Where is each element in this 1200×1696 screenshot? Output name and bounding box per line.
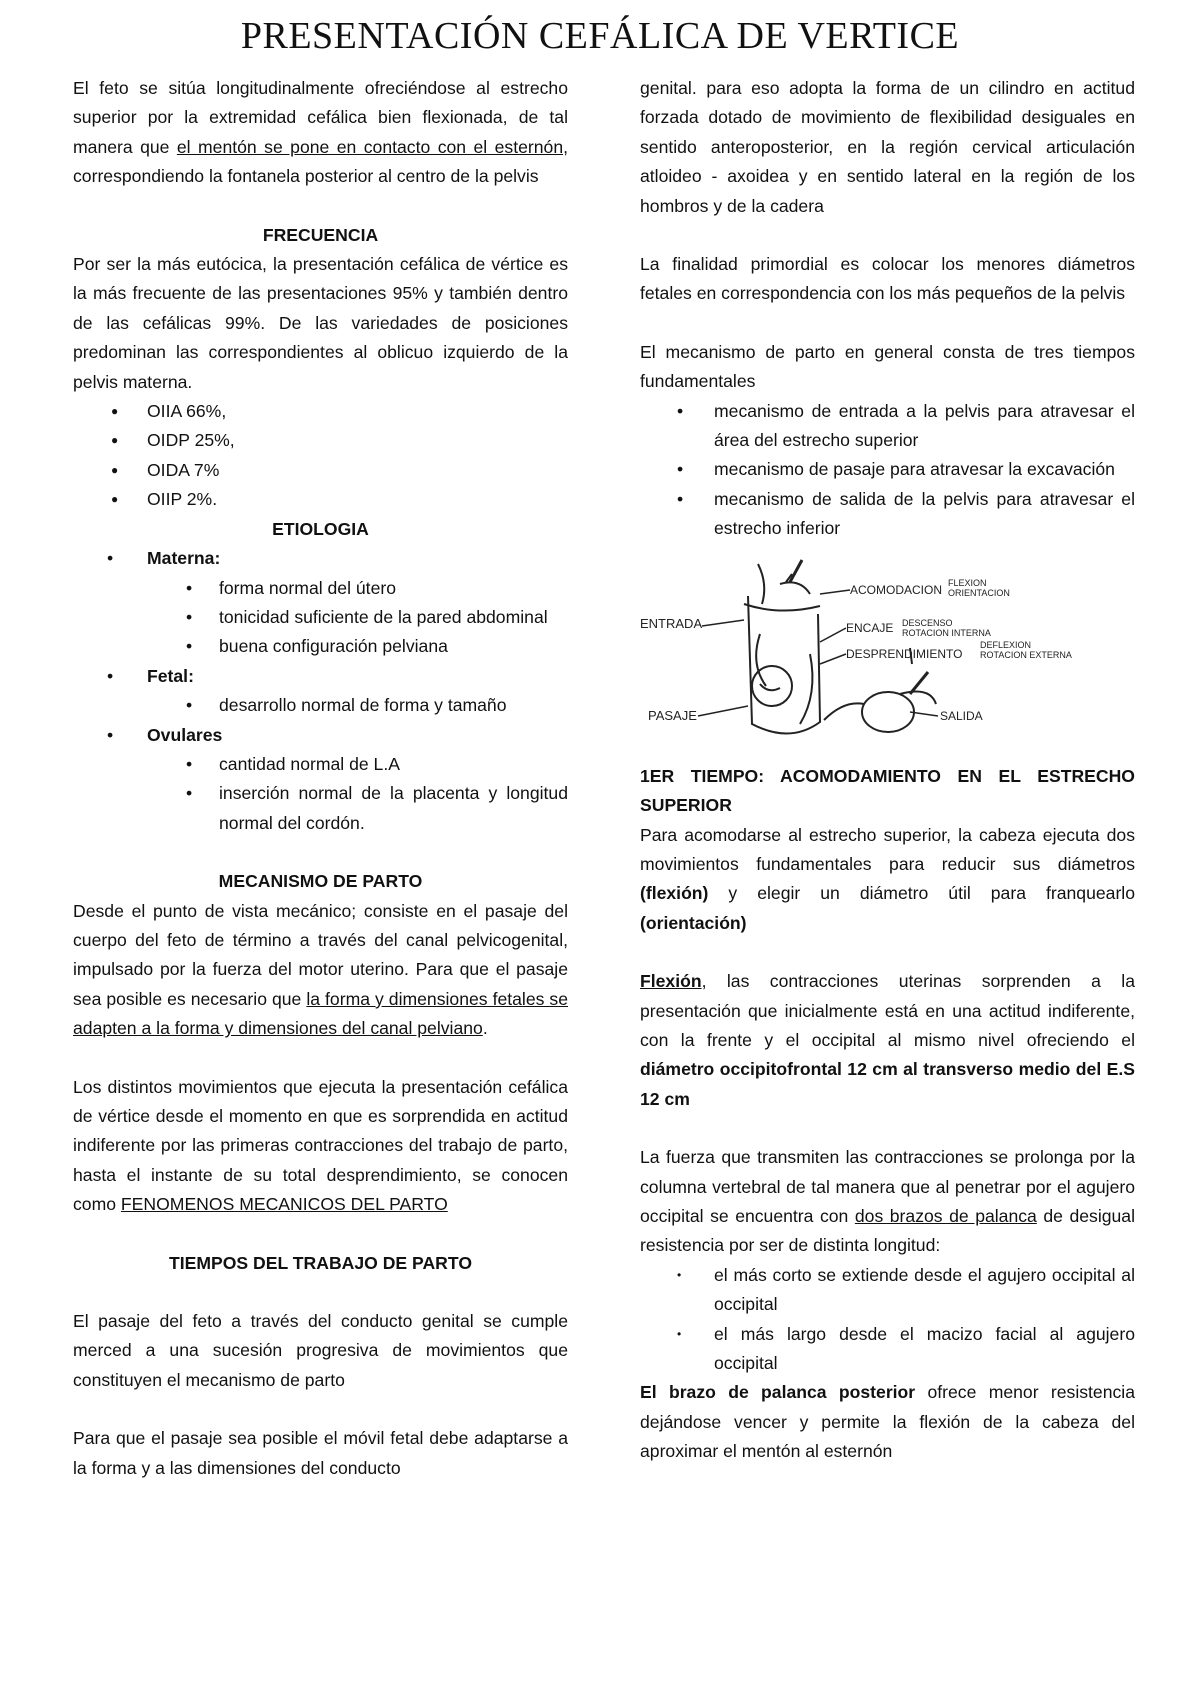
fetal-list (73, 691, 568, 720)
list-item: • cantidad normal de L.A (73, 750, 568, 779)
list-item: • el más largo desde el macizo facial al agujero occipital (640, 1320, 1135, 1379)
label-rotacion-externa: ROTACION EXTERNA (980, 649, 1072, 660)
etiologia-heading: ETIOLOGIA (272, 518, 369, 539)
birth-mechanism-diagram (640, 554, 1140, 754)
list-item: • el más corto se extiende desde el agujero occipital al occipital (640, 1261, 1135, 1320)
list-item: ● OIDA 7% (73, 456, 568, 485)
label-pasaje: PASAJE (648, 707, 697, 723)
birth-mechanism-illustration (640, 554, 1140, 754)
frecuencia-heading: FRECUENCIA (262, 224, 379, 245)
etiologia-materna: • Materna: (73, 544, 568, 573)
tiempos-list (640, 397, 1135, 544)
list-item: • mecanismo de pasaje para atravesar la excavación (640, 455, 1135, 484)
brazo-paragraph: El brazo de palanca posterior ofrece menor resistencia dejándose vencer y permite la flexión de la cabeza del aproximar el mentón al esternón (640, 1382, 1135, 1462)
tres-tiempos-paragraph: El mecanismo de parto en general consta de tres tiempos fundamentales (640, 341, 1135, 392)
label-acomodacion: ACOMODACION (850, 582, 943, 597)
tiempos-paragraph-1: El pasaje del feto a través del conducto genital se cumple merced a una sucesión progresiva de movimientos que constituyen el mecanismo de parto (73, 1311, 568, 1390)
materna-list (73, 574, 568, 662)
left-column (73, 74, 568, 1483)
ovulares-list (73, 750, 568, 838)
primer-tiempo-heading: 1ER TIEMPO: ACOMODAMIENTO EN EL ESTRECHO SUPERIOR (640, 765, 1135, 816)
flexion-paragraph: Flexión, las contracciones uterinas sorprenden a la presentación que inicialmente está en una actitud indiferente, con la frente y el occipital al mismo nivel ofreciendo el diámetro occipitofrontal 12 cm al transverso medio del E.S 12 cm (640, 971, 1135, 1109)
list-item: • mecanismo de salida de la pelvis para atravesar el estrecho inferior (640, 485, 1135, 544)
list-item: • desarrollo normal de forma y tamaño (73, 691, 568, 720)
intro-paragraph: El feto se sitúa longitudinalmente ofreciéndose al estrecho superior por la extremidad cefálica bien flexionada, de tal manera que el mentón se pone en contacto con el esternón, correspondiendo la fontanela posterior al centro de la pelvis (73, 78, 568, 187)
list-item: ● OIDP 25%, (73, 426, 568, 455)
list-item: • forma normal del útero (73, 574, 568, 603)
list-item: ● OIIA 66%, (73, 397, 568, 426)
etiologia-list (73, 544, 568, 573)
fuerza-paragraph: La fuerza que transmiten las contracciones se prolonga por la columna vertebral de tal manera que al penetrar por el agujero occipital se encuentra con dos brazos de palanca de desigual resistencia por ser de distinta longitud: (640, 1147, 1135, 1256)
primer-tiempo-paragraph: Para acomodarse al estrecho superior, la cabeza ejecuta dos movimientos fundamentales para reducir sus diámetros (flexión) y elegir un diámetro útil para franquearlo (orientación) (640, 824, 1135, 933)
palanca-list (640, 1261, 1135, 1379)
page-title: PRESENTACIÓN CEFÁLICA DE VERTICE (240, 15, 960, 57)
label-descenso: DESCENSO (902, 617, 953, 628)
label-desprendimiento: DESPRENDIMIENTO (846, 646, 963, 661)
label-flexion: FLEXION (948, 577, 987, 588)
frecuencia-list (73, 397, 568, 515)
label-deflexion: DEFLEXION (980, 639, 1032, 650)
list-item: • buena configuración pelviana (73, 632, 568, 661)
list-item: • tonicidad suficiente de la pared abdominal (73, 603, 568, 632)
label-orientacion: ORIENTACION (948, 587, 1010, 598)
frecuencia-paragraph: Por ser la más eutócica, la presentación cefálica de vértice es la más frecuente de las presentaciones 95% y también dentro de las cefálicas 99%. De las variedades de posiciones predominan las correspondientes al oblicuo izquierdo de la pelvis materna. (73, 254, 568, 392)
tiempos-heading: TIEMPOS DEL TRABAJO DE PARTO (168, 1252, 473, 1273)
list-item: • mecanismo de entrada a la pelvis para atravesar el área del estrecho superior (640, 397, 1135, 456)
etiologia-ovulares: • Ovulares (73, 721, 568, 750)
list-item: ● OIIP 2%. (73, 485, 568, 514)
genital-paragraph: genital. para eso adopta la forma de un cilindro en actitud forzada dotado de movimiento de flexibilidad desiguales en sentido anteroposterior, en la región cervical articulación atloideo - axoidea y en sentido lateral en la región de los hombros y de la cadera (640, 78, 1135, 216)
etiologia-fetal: • Fetal: (73, 662, 568, 691)
label-encaje: ENCAJE (846, 620, 894, 635)
list-item: • inserción normal de la placenta y longitud normal del cordón. (73, 779, 568, 838)
right-column (640, 74, 1135, 1467)
mecanismo-heading: MECANISMO DE PARTO (218, 871, 423, 892)
finalidad-paragraph: La finalidad primordial es colocar los menores diámetros fetales en correspondencia con los más pequeños de la pelvis (640, 254, 1135, 304)
movimientos-paragraph: Los distintos movimientos que ejecuta la presentación cefálica de vértice desde el momento en que es sorprendida en actitud indiferente por las primeras contracciones del trabajo de parto, hasta el instante de su total desprendimiento, se conocen como FENOMENOS MECANICOS DEL PARTO (73, 1076, 568, 1215)
label-entrada: ENTRADA (640, 615, 703, 631)
label-salida: SALIDA (940, 708, 983, 723)
label-rotacion-interna: ROTACION INTERNA (902, 627, 991, 638)
mecanismo-paragraph: Desde el punto de vista mecánico; consiste en el pasaje del cuerpo del feto de término a través del canal pelvicogenital, impulsado por la fuerza del motor uterino. Para que el pasaje sea posible es necesario que la forma y dimensiones fetales se adapten a la forma y dimensiones del canal pelviano. (73, 900, 568, 1039)
tiempos-paragraph-2: Para que el pasaje sea posible el móvil fetal debe adaptarse a la forma y a las dimensiones del conducto (73, 1428, 568, 1478)
